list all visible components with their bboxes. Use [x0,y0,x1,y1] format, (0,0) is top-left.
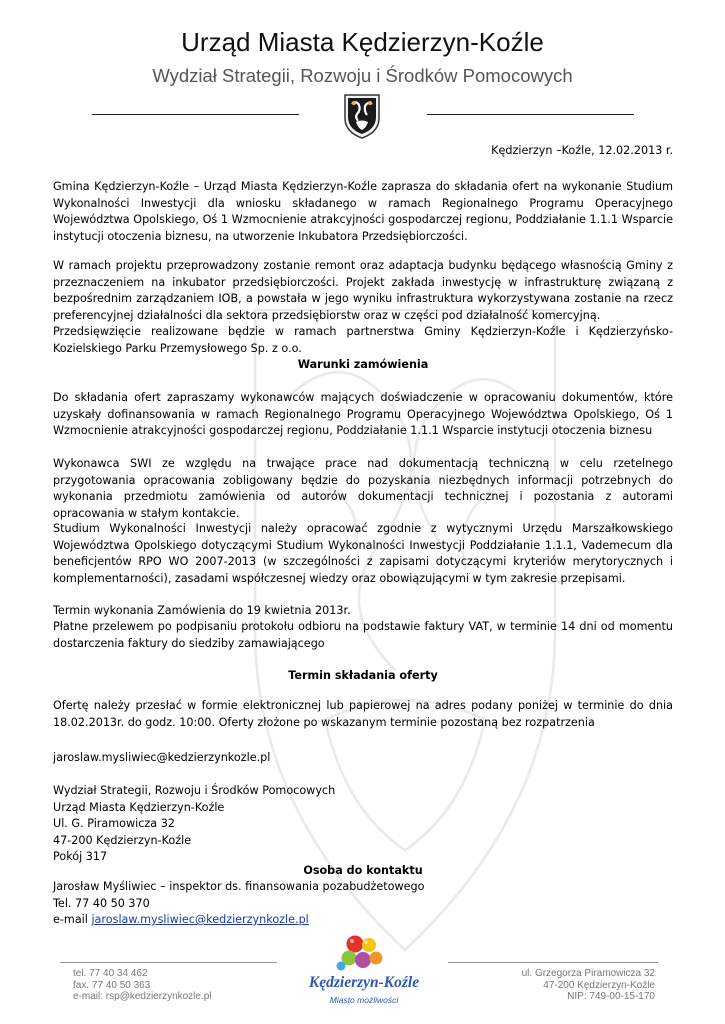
footer-city: 47-200 Kędzierzyn-Koźle [543,979,655,991]
logo-balloons-icon [305,934,423,976]
deadline-line: Termin wykonania Zamówienia do 19 kwietnia 2013r. [53,604,351,617]
footer-rule-right [448,962,658,963]
submission-heading: Termin składania oferty [288,669,438,682]
footer-tel: tel. 77 40 34 462 [73,968,148,979]
address-line: 47-200 Kędzierzyn-Koźle [53,833,192,847]
contact-person: Jarosław Myśliwiec – inspektor ds. finansowania pozabudżetowego [53,880,425,893]
header-rule-left [92,114,299,115]
page-subtitle: Wydział Strategii, Rozwoju i Środków Pomocowych [152,65,573,86]
intro-paragraph: Gmina Kędzierzyn-Koźle – Urząd Miasta Kędzierzyn-Koźle zaprasza do składania ofert na wykonanie Studium Wykonalności Inwestycji dla wniosku składanego w ramach Regionalnego Programu Operacyjnego Województwa Opolskiego, Oś 1 Wzmocnienie atrakcyjności gospodarczej regionu, Poddziałanie 1.1.1 Wsparcie instytucji otoczenia biznesu, na utworzenie Inkubatora Przedsiębiorczości. [53,180,673,243]
project-paragraph: W ramach projektu przeprowadzony zostanie remont oraz adaptacja budynku będącego własnością Gminy z przeznaczeniem na inkubator przedsiębiorczości. Projekt zakłada inwestycję w infrastrukturę związaną z bezpośrednim zarządzaniem IOB, a powstała w jego wyniku infrastruktura wykorzystywana zostanie na rzecz preferencyjnej działalności dla sektora przedsiębiorstw oraz w części pod działalność komercyjną. [53,259,673,322]
conditions-paragraph-2: Wykonawca SWI ze względu na trwające prace nad dokumentacją techniczną w celu rzetelnego przygotowania opracowania zobligowany będzie do pozyskania niezbędnych informacji potrzebnych do wykonania przedmiotu zamówienia od autorów dokumentacji technicznej i pozostania z autorami opracowania w stałym kontakcie. [53,457,673,520]
logo-tagline: Miasto możliwości [329,995,399,1005]
address-line: Pokój 317 [53,850,108,863]
header-rule-right [427,114,634,115]
address-line: Ul. G. Piramowicza 32 [53,817,175,830]
footer-nip: NIP: 749-00-15-170 [567,991,655,1002]
city-logo [305,934,423,1016]
address-line: Urząd Miasta Kędzierzyn-Koźle [53,800,225,814]
footer-address [522,968,655,1003]
page-title: Urząd Miasta Kędzierzyn-Koźle [181,27,544,57]
conditions-heading: Warunki zamówienia [297,358,429,371]
conditions-paragraph-1: Do składania ofert zapraszamy wykonawców mających doświadczenie w opracowaniu dokumentów, które uzyskały dofinansowania w ramach Regionalnego Programu Operacyjnego Województwa Opolskiego, Oś 1 Wzmocnienie atrakcyjności gospodarczej regionu, Poddziałanie 1.1.1 Wsparcie instytucji otoczenia biznesu [53,391,673,437]
address-line: Wydział Strategii, Rozwoju i Środków Pomocowych [53,784,336,797]
date-line: Kędzierzyn –Koźle, 12.02.2013 r. [491,144,673,157]
footer-contact [73,968,212,1003]
address-block [53,783,673,866]
footer-rule-left [60,962,277,963]
contact-email-row [53,912,673,929]
conditions-paragraph-3: Studium Wykonalności Inwestycji należy opracować zgodnie z wytycznymi Urzędu Marszałkowskiego Województwa Opolskiego dotyczącymi Studium Wykonalności Inwestycji Poddziałanie 1.1.1, Vademecum dla beneficjentów RPO WO 2007-2013 (w szczególności z zapisami dotyczącymi kryteriów merytorycznych i komplementarności), zasadami współczesnej wiedzy oraz obowiązującymi w tym zakresie przepisami. [53,522,673,585]
footer-fax: fax. 77 40 50 363 [73,979,151,991]
logo-wordmark: Kędzierzyn-Koźle [308,974,420,991]
contact-email-prefix: e-mail [53,913,92,926]
submission-paragraph: Ofertę należy przesłać w formie elektronicznej lub papierowej na adres podany poniżej w terminie do dnia 18.02.2013r. do godz. 10:00. Oferty złożone po wskazanym terminie pozostaną bez rozpatrzenia [53,699,673,729]
contact-phone: Tel. 77 40 50 370 [53,896,150,910]
partnership-paragraph: Przedsięwzięcie realizowane będzie w ramach partnerstwa Gminy Kędzierzyn-Koźle i Kędzierzyńsko-Kozielskiego Parku Przemysłowego Sp. z o.o. [53,325,673,355]
footer-street: ul. Grzegorza Piramowicza 32 [521,968,655,979]
contact-email-plain: jaroslaw.mysliwiec@kedzierzynkozle.pl [53,751,271,764]
footer-email: e-mail: rsp@kedzierzynkozle.pl [73,991,212,1002]
city-crest-icon [342,92,382,140]
contact-email-link[interactable]: jaroslaw.mysliwiec@kedzierzynkozle.pl [91,913,309,926]
contact-block [53,879,673,929]
contact-heading: Osoba do kontaktu [303,864,423,877]
payment-paragraph: Płatne przelewem po podpisaniu protokołu odbioru na podstawie faktury VAT, w terminie 14 dni od momentu dostarczenia faktury do siedziby zamawiającego [53,620,673,650]
